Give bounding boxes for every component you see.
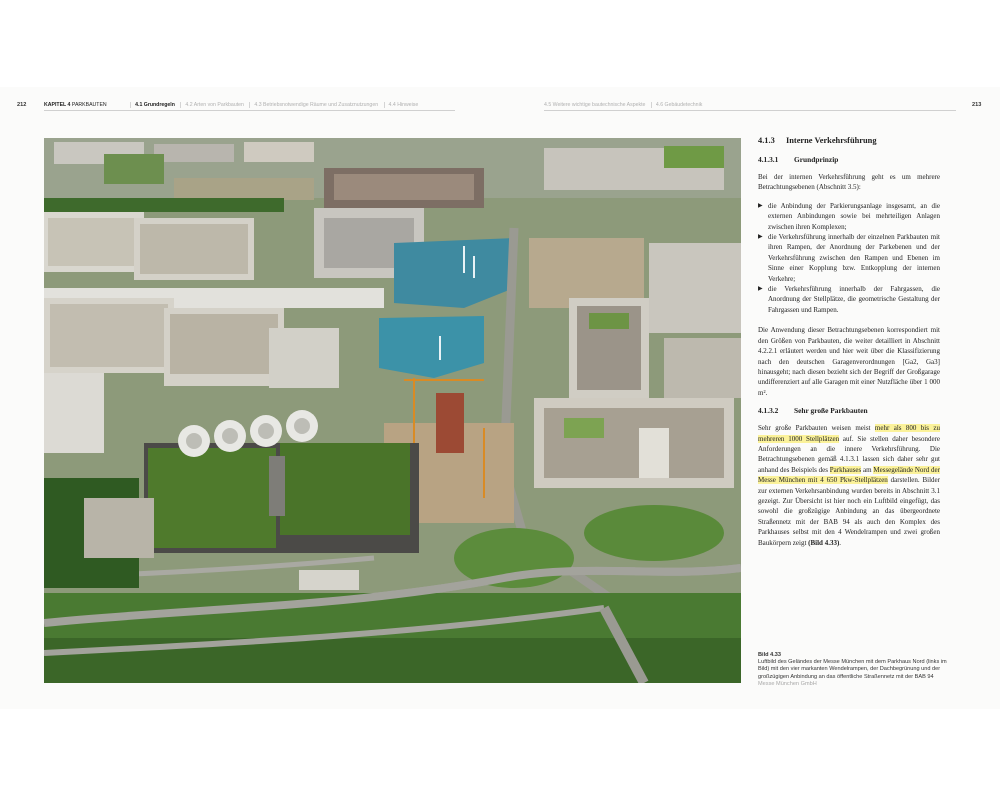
text-column: [758, 136, 940, 556]
aerial-photo: [44, 138, 741, 683]
paragraph-3: Sehr große Parkbauten weisen meist mehr als 800 bis zu mehreren 1000 Stellplätzen auf. Sie stellen daher besondere Anforderungen an die innere Verkehrsführung. Die Betrachtungsebenen gemäß 4.1.3.1 lassen sich daher sehr gut anhand des Beispiels des Parkhauses am Messegelände Nord der Messe München mit 4 650 Pkw-Stellplätzen darstellen. Bilder zur externen Verkehrsanbindung wurden bereits in Abschnitt 3.1 gezeigt. Zur Übersicht ist hier noch ein Luftbild eingefügt, das sowohl die großzügige Anbindung an das übergeordnete Straßennetz mit der BAB 94 als auch den Komplex des Parkhauses selbst mit den 4 Wendelrampen und zwei großen Baukörpern zeigt (Bild 4.33).: [758, 424, 940, 547]
caption-title: Bild 4.33: [758, 652, 782, 658]
subsection-1-number: 4.1.3.1: [758, 155, 779, 164]
left-page-number: 212: [17, 102, 27, 108]
subsection-2-title: Sehr große Parkbauten: [794, 406, 868, 416]
section-4-1: 4.1 Grundregeln: [130, 102, 179, 108]
left-header-rule: [44, 110, 455, 111]
section-4-5: 4.5 Weitere wichtige bautechnische Aspekte: [544, 102, 646, 108]
section-heading: [758, 136, 940, 145]
caption-credit: Messe München GmbH: [758, 680, 817, 687]
chapter-title: PARKBAUTEN: [71, 102, 107, 108]
highlight: Parkhauses: [829, 465, 862, 474]
bullet-arrow-icon: ▶: [758, 234, 763, 241]
paragraph-2: Die Anwendung dieser Betrachtungsebenen korrespondiert mit den Größen von Parkbauten, die weiter detailliert in Abschnitt 4.2.2.1 erläutert werden und hier weit über die Klassifizierung nach den deutschen Garagenverordnungen [Ga2, Ga3] hinausgeht; nach diesen bezieht sich der Begriff der Großgarage undifferenziert auf alle Garagen mit einer Nutzfläche über 1 000 m².: [758, 326, 940, 397]
bullet-arrow-icon: ▶: [758, 286, 763, 293]
subsection-2-number: 4.1.3.2: [758, 406, 779, 416]
section-4-6: 4.6 Gebäudetechnik: [651, 102, 706, 108]
list-item: ▶ die Verkehrsführung innerhalb der Fahrgassen, die Anordnung der Stellplätze, die geometrische Gestaltung der Fahrgassen und Rampen.: [758, 285, 940, 314]
list-item: ▶ die Anbindung der Parkierungsanlage insgesamt, an die externen Anbindungen sowie bei mehrteiligen Anlagen zwischen ihren Komplexen;: [758, 201, 940, 231]
chapter-segment: [44, 102, 111, 108]
subsection-heading-1: [758, 155, 940, 164]
section-heading-number: 4.1.3: [758, 136, 775, 145]
bullet-arrow-icon: ▶: [758, 202, 763, 209]
highlight: Messegelände Nord der Messe München mit 4 650 Pkw-Stellplätzen: [758, 465, 940, 485]
subsection-heading-2: [758, 406, 940, 415]
section-4-4: 4.4 Hinweise: [384, 102, 423, 108]
right-page-number: 213: [972, 102, 982, 108]
subsection-1-title: Grundprinzip: [794, 155, 839, 164]
chapter-label: KAPITEL 4: [44, 102, 71, 108]
figure-caption: [758, 652, 958, 688]
left-running-header: [44, 102, 422, 108]
right-header-rule: [544, 110, 956, 111]
section-4-2: 4.2 Arten von Parkbauten: [180, 102, 248, 108]
highlight: mehr als 800 bis zu mehreren 1000 Stellplätzen: [758, 424, 940, 443]
list-item: ▶ die Verkehrsführung innerhalb der einzelnen Parkbauten mit ihren Rampen, der Anordnung der Parkebenen und der Verkehrsführung zwischen den Rampen und Ebenen im Sinne einer Kopplung bzw. Entkopplung der internen Verkehre;: [758, 233, 940, 283]
section-4-3: 4.3 Betriebsnotwendige Räume und Zusatznutzungen: [249, 102, 382, 108]
right-running-header: [544, 102, 706, 108]
section-heading-title: Interne Verkehrsführung: [786, 136, 877, 145]
paragraph-1: Bei der internen Verkehrsführung geht es um mehrere Betrachtungsebenen (Abschnitt 3.5):: [758, 173, 940, 192]
figure-reference: (Bild 4.33): [808, 538, 840, 547]
aerial-photo-illustration: [44, 138, 741, 683]
caption-body: Luftbild des Geländes der Messe München mit dem Parkhaus Nord (links im Bild) mit den vier markanten Wendelrampen, der Dachbegrünung und der großzügigen Anbindung an das öffentliche Straßennetz mit der BAB 94: [758, 659, 947, 680]
bullet-list: [758, 201, 940, 315]
